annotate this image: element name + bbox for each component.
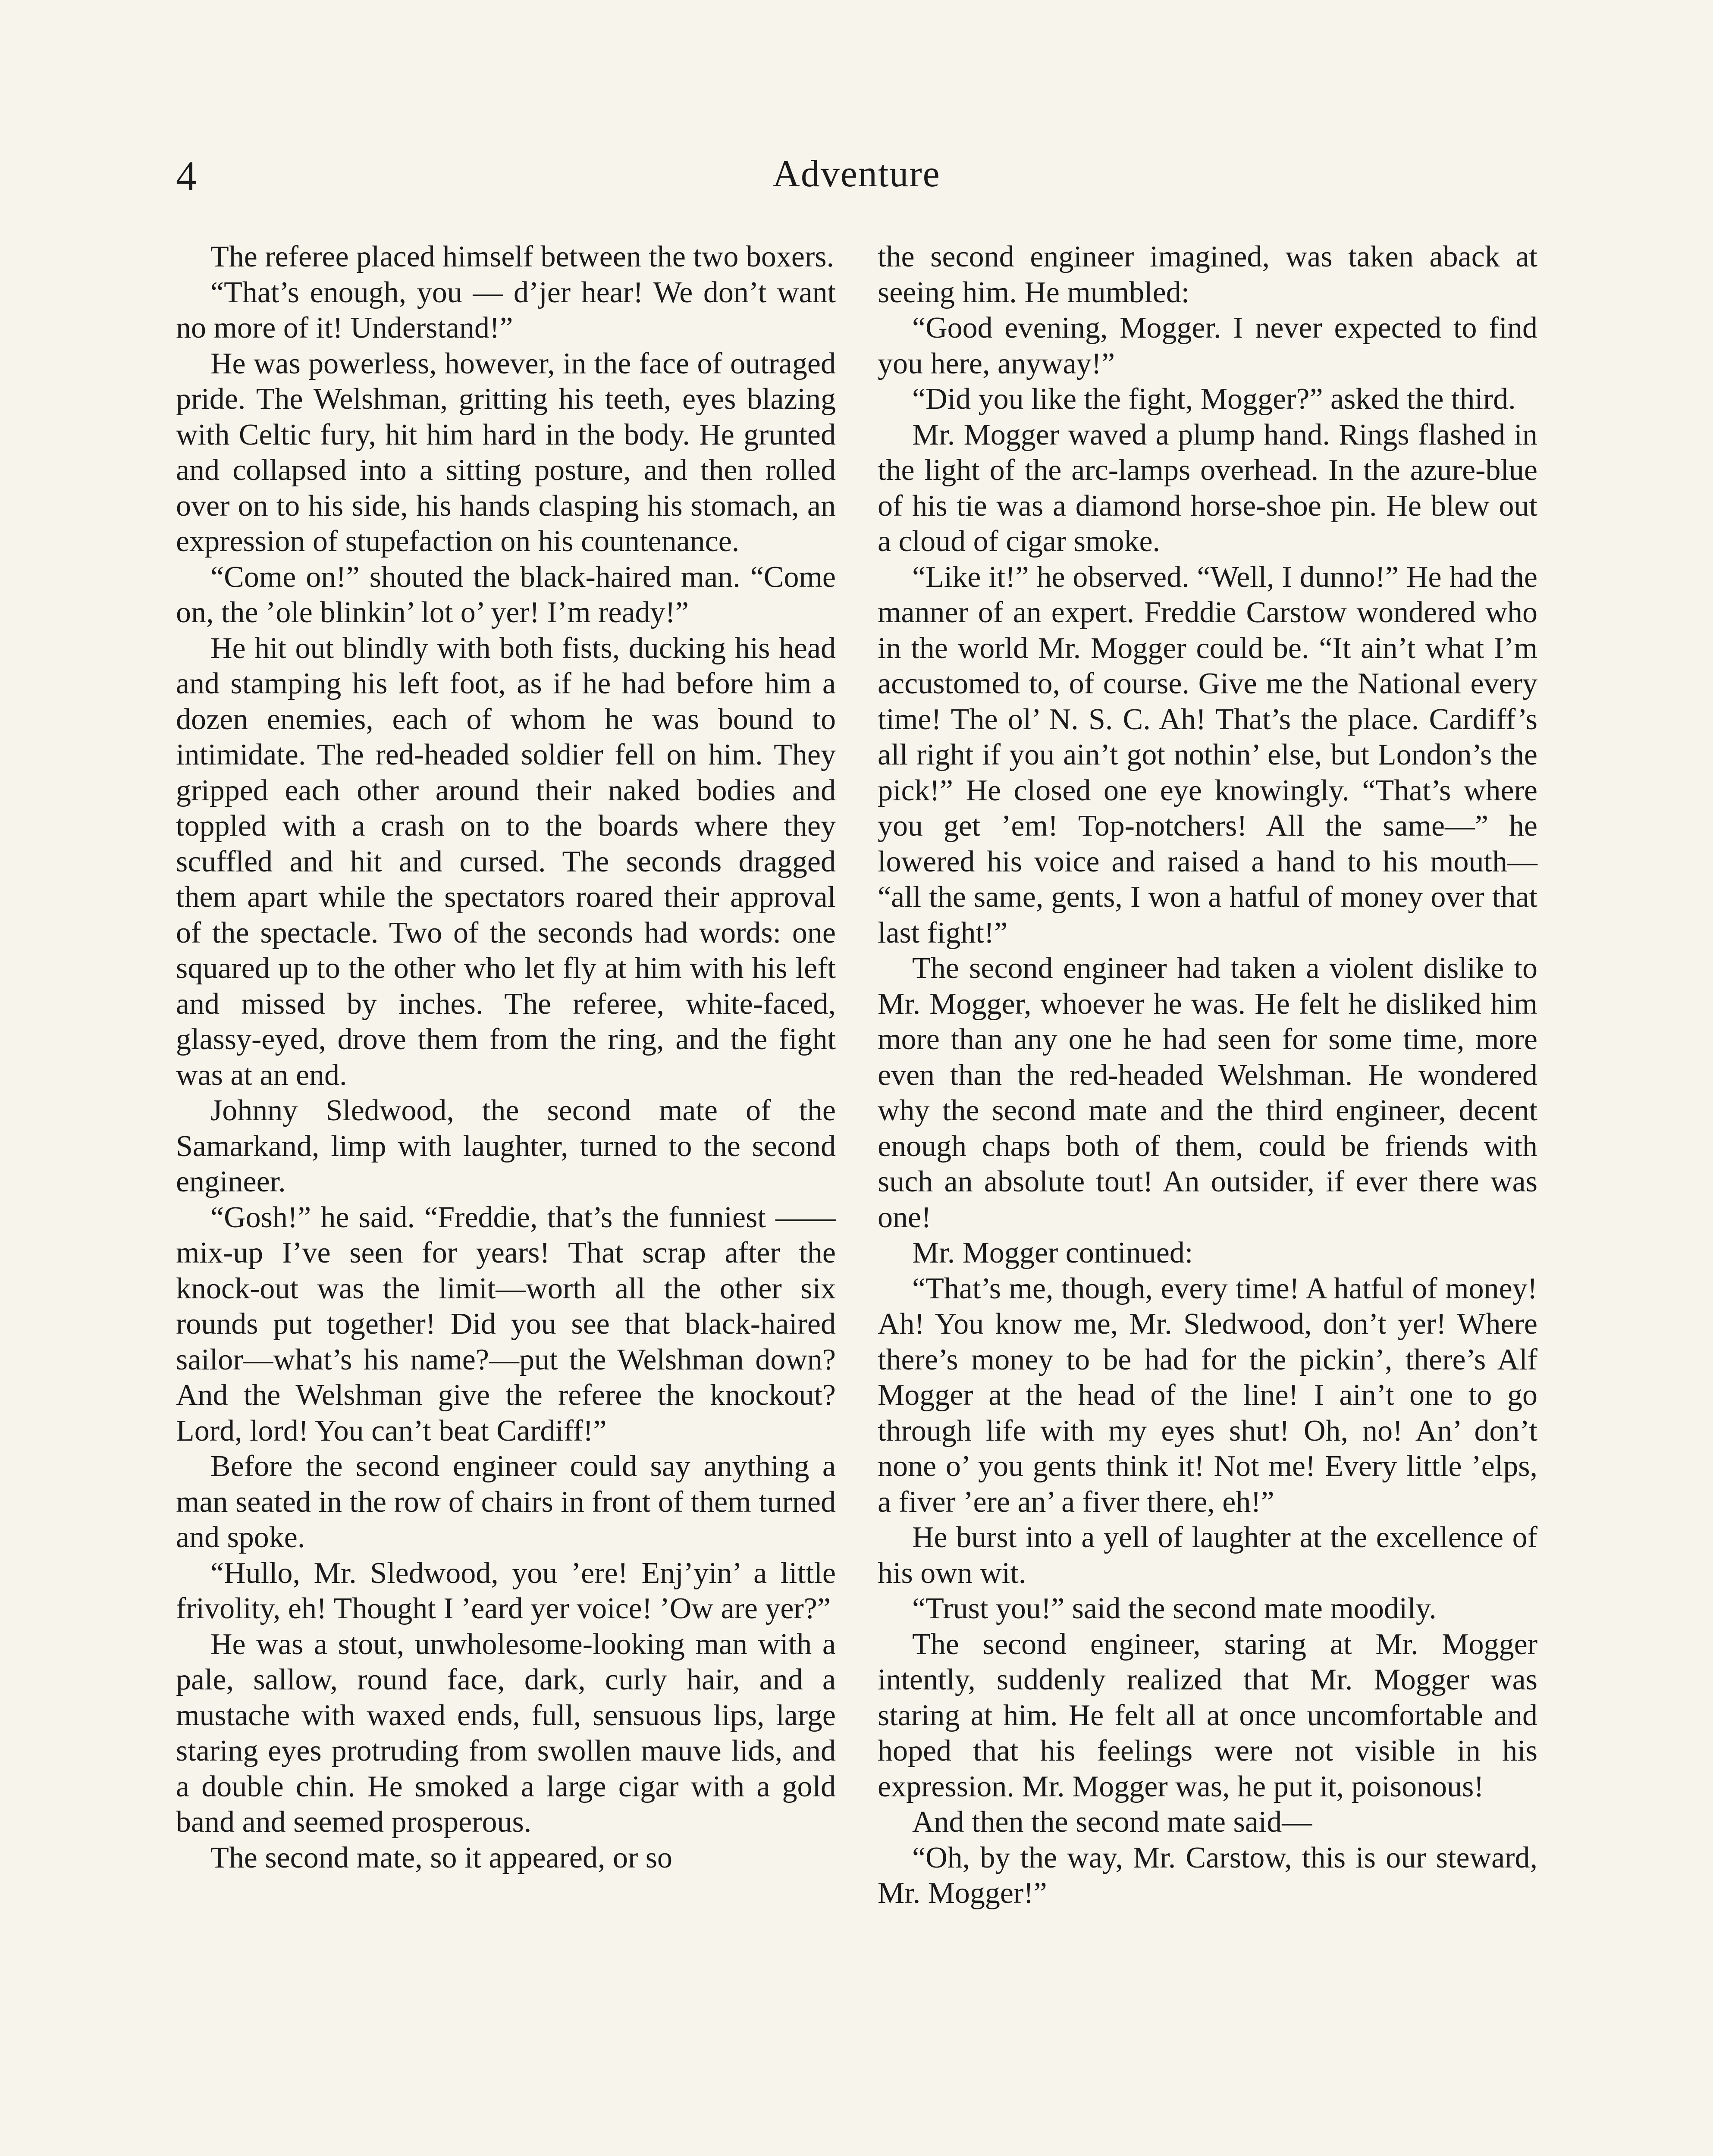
- paragraph: “Good evening, Mogger. I never expected to find you here, anyway!”: [878, 311, 1537, 380]
- paragraph-continuation: the second engineer imagined, was taken aback at seeing him. He mumbled:: [878, 240, 1537, 309]
- paragraph: The second engineer had taken a violent dislike to Mr. Mogger, whoever he was. He felt he disliked him more than any one he had seen for some time, more even than the red-headed Welshman. He wondered why the second mate and the third engineer, decent enough chaps both of them, could be friends with such an absolute tout! An outsider, if ever there was one!: [878, 952, 1537, 1234]
- paragraph: Mr. Mogger continued:: [912, 1236, 1193, 1269]
- paragraph: The referee placed himself between the two boxers.: [210, 240, 835, 273]
- paragraph: The second mate, so it appeared, or so: [210, 1841, 673, 1874]
- paragraph: And then the second mate said—: [912, 1805, 1312, 1839]
- paragraph: “That’s enough, you — d’jer hear! We don’t want no more of it! Understand!”: [176, 276, 836, 345]
- paragraph: “Hullo, Mr. Sledwood, you ’ere! Enj’yin’ a little frivolity, eh! Thought I ’eard yer voice! ’Ow are yer?”: [176, 1556, 836, 1625]
- page-number: 4: [176, 153, 197, 199]
- paragraph: Johnny Sledwood, the second mate of the Samarkand, limp with laughter, turned to the second engineer.: [176, 1094, 836, 1198]
- paragraph: “Gosh!” he said. “Freddie, that’s the funniest —— mix-up I’ve seen for years! That scrap after the knock-out was the limit—worth all the other six rounds put together! Did you see that black-haired sailor—what’s his name?—put the Welshman down? And the Welshman give the referee the knockout? Lord, lord! You can’t beat Cardiff!”: [176, 1200, 836, 1448]
- paragraph: He was a stout, unwholesome-looking man with a pale, sallow, round face, dark, curly hair, and a mustache with waxed ends, full, sensuous lips, large staring eyes protruding from swollen mauve lids, and a double chin. He smoked a large cigar with a gold band and seemed prosperous.: [176, 1627, 836, 1839]
- paragraph: He hit out blindly with both fists, ducking his head and stamping his left foot, as if he had before him a dozen enemies, each of whom he was bound to intimidate. The red-headed soldier fell on him. They gripped each other around their naked bodies and toppled with a crash on to the boards where they scuffled and hit and cursed. The seconds dragged them apart while the spectators roared their approval of the spectacle. Two of the seconds had words: one squared up to the other who let fly at him with his left and missed by inches. The referee, white-faced, glassy-eyed, drove them from the ring, and the fight was at an end.: [176, 631, 836, 1092]
- running-head-title: Adventure: [772, 153, 941, 195]
- paragraph: He burst into a yell of laughter at the excellence of his own wit.: [878, 1521, 1537, 1590]
- paragraph: The second engineer, staring at Mr. Mogger intently, suddenly realized that Mr. Mogger was staring at him. He felt all at once uncomfortable and hoped that his feelings were not visible in his expression. Mr. Mogger was, he put it, poisonous!: [878, 1627, 1537, 1803]
- paragraph: “Come on!” shouted the black-haired man. “Come on, the ’ole blinkin’ lot o’ yer! I’m ready!”: [176, 560, 836, 629]
- paragraph: “Oh, by the way, Mr. Carstow, this is our steward, Mr. Mogger!”: [878, 1841, 1537, 1910]
- paragraph: “Trust you!” said the second mate moodily.: [912, 1592, 1437, 1625]
- paragraph: Before the second engineer could say anything a man seated in the row of chairs in front of them turned and spoke.: [176, 1450, 836, 1554]
- paragraph: “Did you like the fight, Mogger?” asked the third.: [912, 382, 1516, 416]
- right-column: [878, 239, 1537, 1912]
- paragraph: He was powerless, however, in the face of outraged pride. The Welshman, gritting his teeth, eyes blazing with Celtic fury, hit him hard in the body. He grunted and collapsed into a sitting posture, and then rolled over on to his side, his hands clasping his stomach, an expression of stupefaction on his countenance.: [176, 347, 836, 558]
- paragraph: “That’s me, though, every time! A hatful of money! Ah! You know me, Mr. Sledwood, don’t yer! Where there’s money to be had for the pickin’, there’s Alf Mogger at the head of the line! I ain’t one to go through life with my eyes shut! Oh, no! An’ don’t none o’ you gents think it! Not me! Every little ’elps, a fiver ’ere an’ a fiver there, eh!”: [878, 1272, 1537, 1519]
- paragraph: Mr. Mogger waved a plump hand. Rings flashed in the light of the arc-lamps overhead. In the azure-blue of his tie was a diamond horse-shoe pin. He blew out a cloud of cigar smoke.: [878, 418, 1537, 558]
- paragraph: “Like it!” he observed. “Well, I dunno!” He had the manner of an expert. Freddie Carstow wondered who in the world Mr. Mogger could be. “It ain’t what I’m accustomed to, of course. Give me the National every time! The ol’ N. S. C. Ah! That’s the place. Cardiff’s all right if you ain’t got nothin’ else, but London’s the pick!” He closed one eye knowingly. “That’s where you get ’em! Top-notchers! All the same—” he lowered his voice and raised a hand to his mouth— “all the same, gents, I won a hatful of money over that last fight!”: [878, 560, 1537, 950]
- left-column: [176, 239, 836, 1876]
